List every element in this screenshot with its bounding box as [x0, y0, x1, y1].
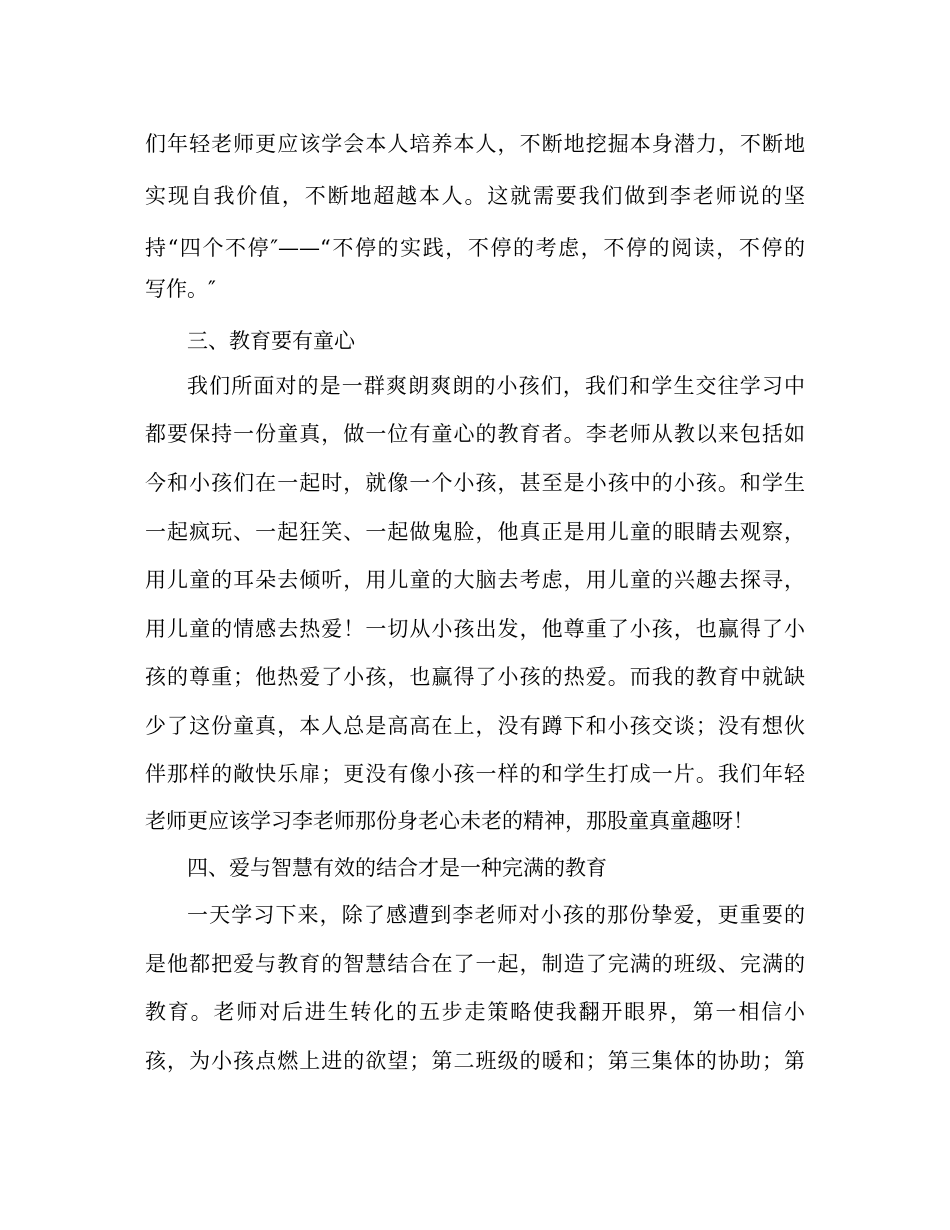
paragraph-line: 今和小孩们在一起时，就像一个小孩，甚至是小孩中的小孩。和学生 [145, 471, 805, 495]
paragraph-line: 都要保持一份童真，做一位有童心的教育者。李老师从教以来包括如 [145, 422, 805, 446]
paragraph-line: 一起疯玩、一起狂笑、一起做鬼脸，他真正是用儿童的眼睛去观察， [145, 520, 805, 544]
paragraph-line: 持“四个不停″——“不停的实践，不停的考虑，不停的阅读，不停的 [145, 236, 805, 260]
section-heading: 三、教育要有童心 [187, 329, 355, 353]
paragraph-line: 们年轻老师更应该学会本人培养本人，不断地挖掘本身潜力，不断地 [145, 132, 805, 156]
paragraph-line: 少了这份童真，本人总是高高在上，没有蹲下和小孩交谈；没有想伙 [145, 714, 805, 738]
paragraph-line: 老师更应该学习李老师那份身老心未老的精神，那股童真童趣呀！ [145, 809, 754, 833]
paragraph-line: 是他都把爱与教育的智慧结合在了一起，制造了完满的班级、完满的 [145, 952, 805, 976]
paragraph-line: 孩的尊重；他热爱了小孩，也赢得了小孩的热爱。而我的教育中就缺 [145, 665, 805, 689]
paragraph-line: 实现自我价值，不断地超越本人。这就需要我们做到李老师说的坚 [145, 184, 805, 208]
paragraph-line: 伴那样的敞快乐扉；更没有像小孩一样的和学生打成一片。我们年轻 [145, 762, 805, 786]
section-heading: 四、爱与智慧有效的结合才是一种完满的教育 [187, 856, 607, 880]
paragraph-line: 我们所面对的是一群爽朗爽朗的小孩们，我们和学生交往学习中 [187, 374, 805, 398]
paragraph-line: 一天学习下来，除了感遭到李老师对小孩的那份挚爱，更重要的 [187, 903, 805, 927]
paragraph-line: 写作。″ [145, 277, 216, 301]
paragraph-line: 教育。老师对后进生转化的五步走策略使我翻开眼界，第一相信小 [145, 1000, 805, 1024]
paragraph-line: 用儿童的情感去热爱！一切从小孩出发，他尊重了小孩，也赢得了小 [145, 617, 805, 641]
paragraph-line: 孩，为小孩点燃上进的欲望；第二班级的暖和；第三集体的协助；第 [145, 1049, 805, 1073]
paragraph-line: 用儿童的耳朵去倾听，用儿童的大脑去考虑，用儿童的兴趣去探寻， [145, 568, 805, 592]
